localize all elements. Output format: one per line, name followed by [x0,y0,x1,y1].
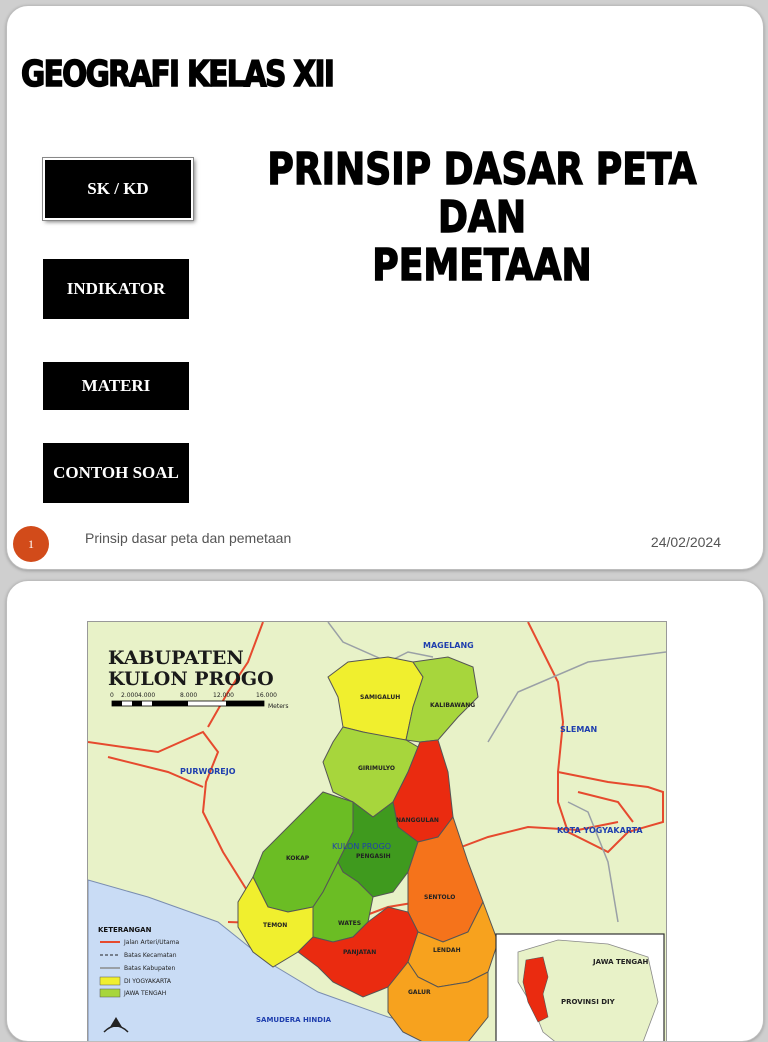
map-title-line-1: KABUPATEN [108,647,244,669]
legend-item-jawa-tengah: JAWA TENGAH [124,990,167,997]
course-title: GEOGRAFI KELAS XII [21,54,334,95]
slide-title-line-1: PRINSIP DASAR PETA [267,144,697,195]
map-title-line-2: KULON PROGO [108,668,274,690]
scale-label-4: 12.000 [213,692,234,699]
label-magelang: MAGELANG [423,641,474,650]
sk-kd-button[interactable]: SK / KD [43,158,193,220]
inset-label-jawa-tengah: JAWA TENGAH [593,958,649,966]
slide-title-line-2: DAN [437,192,527,243]
footer-date: 24/02/2024 [650,534,721,550]
label-pengasih: PENGASIH [356,853,391,860]
label-panjatan: PANJATAN [343,949,377,956]
page-number-badge: 1 [13,526,49,562]
slide-1[interactable] [6,5,764,570]
inset-label-provinsi-diy: PROVINSI DIY [561,998,615,1006]
legend-item-di-yogyakarta: DI YOGYAKARTA [124,978,171,985]
slide-title [265,146,700,290]
label-galur: GALUR [408,989,431,996]
slide-2[interactable] [6,580,764,1042]
label-samigaluh: SAMIGALUH [360,694,401,701]
inset-map [496,934,664,1042]
label-samudera-hindia: SAMUDERA HINDIA [256,1016,332,1024]
legend-title: KETERANGAN [98,926,152,934]
scale-label-0: 0 [110,692,114,699]
scale-label-5: 16.000 [256,692,277,699]
legend-item-road: Jalan Arteri/Utama [124,939,180,946]
label-temon: TEMON [263,922,288,929]
legend-item-batas-kecamatan: Batas Kecamatan [124,952,177,959]
label-kalibawang: KALIBAWANG [430,702,476,709]
label-sleman: SLEMAN [560,725,598,734]
label-sentolo: SENTOLO [424,894,456,901]
label-wates: WATES [338,920,362,927]
contoh-soal-button[interactable]: CONTOH SOAL [43,443,189,503]
scale-label-3: 8.000 [180,692,198,699]
legend-item-batas-kabupaten: Batas Kabupaten [124,965,176,972]
map-graphic [88,622,666,1042]
footer-text: Prinsip dasar peta dan pemetaan [85,530,292,546]
kulon-progo-map [87,621,667,1042]
scale-label-2: 4.000 [138,692,156,699]
label-kokap: KOKAP [286,855,310,862]
scale-unit: Meters [268,703,289,710]
label-girimulyo: GIRIMULYO [358,765,395,772]
label-nanggulan: NANGGULAN [396,817,439,824]
scale-label-1: 2.000 [121,692,139,699]
label-kota-yogyakarta: KOTA YOGYAKARTA [557,826,643,835]
label-kulon-progo: KULON PROGO [332,842,392,851]
materi-button[interactable]: MATERI [43,362,189,410]
label-lendah: LENDAH [433,947,461,954]
slide-title-line-3: PEMETAAN [372,240,592,291]
label-purworejo: PURWOREJO [180,767,236,776]
indikator-button[interactable]: INDIKATOR [43,259,189,319]
